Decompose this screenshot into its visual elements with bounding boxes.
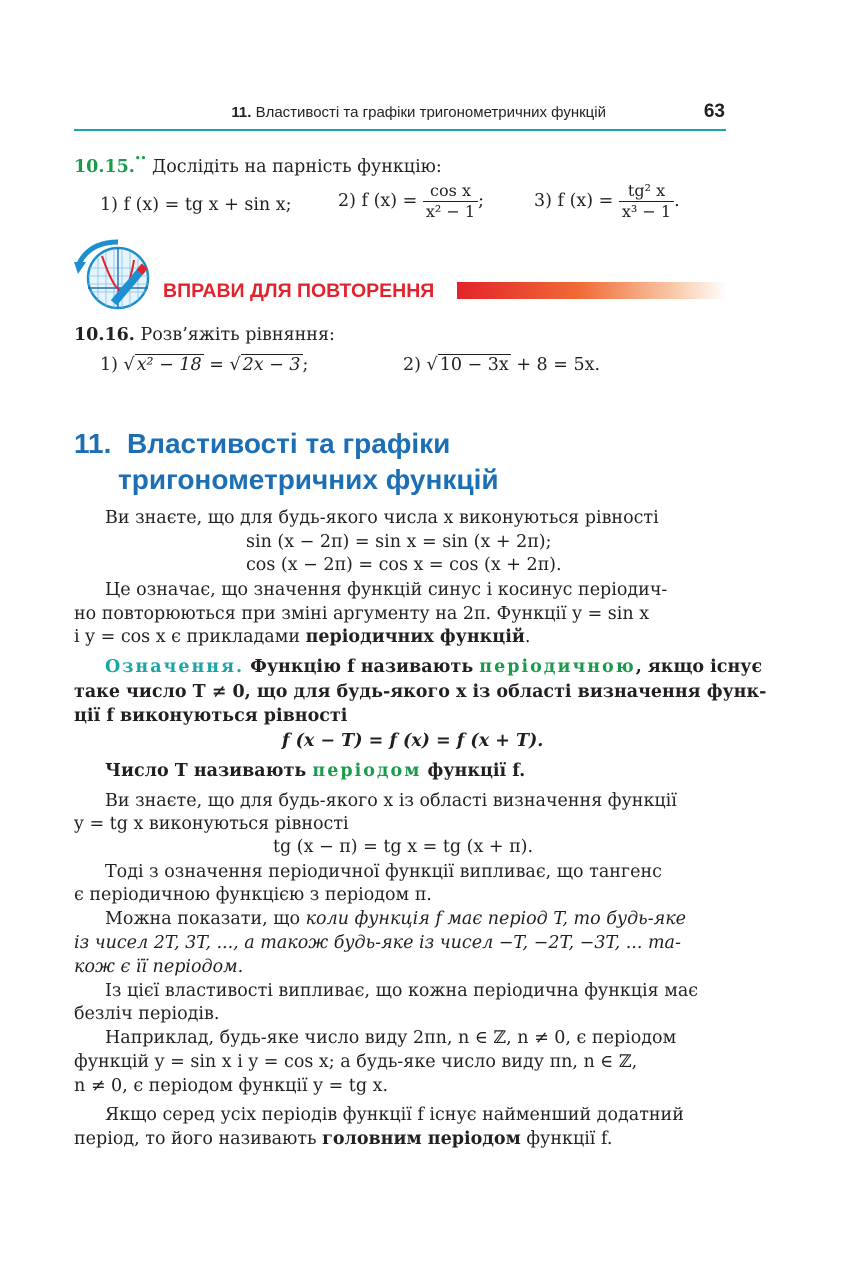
defined-term-period: періодом: [312, 761, 422, 781]
period-text-1: Число T називають: [105, 761, 313, 781]
review-section-title: ВПРАВИ ДЛЯ ПОВТОРЕННЯ: [163, 280, 435, 302]
item3-fraction: [619, 181, 674, 222]
definition-line-3: ції f виконуються рівності: [74, 706, 348, 726]
p8-term: головним періодом: [322, 1129, 521, 1149]
section-title-line-1: [74, 426, 499, 462]
period-text-2: функції f.: [421, 761, 526, 781]
item1-equals: =: [203, 355, 230, 375]
item2-suffix: + 8 = 5x.: [510, 355, 601, 375]
paragraph-7-line-3: n ≠ 0, є періодом функції y = tg x.: [74, 1076, 389, 1096]
period-definition: [105, 759, 525, 783]
paragraph-2-line-3: [74, 625, 530, 649]
equation-sin: sin (x − 2π) = sin x = sin (x + 2π);: [246, 532, 552, 552]
paragraph-8-line-2: [74, 1127, 612, 1151]
equation-cos: cos (x − 2π) = cos x = cos (x + 2π).: [246, 555, 562, 575]
section-title: [74, 426, 499, 498]
item2-numerator: cos x: [423, 181, 478, 202]
item3-denominator: x³ − 1: [621, 202, 672, 221]
exercise-10-16-item-1: 1) √ x² − 18 = √ 2x − 3 ;: [100, 355, 309, 375]
item2-prefix: 2): [403, 355, 421, 375]
p5-italic: коли функція f має період T, то будь-яке: [305, 909, 686, 929]
exercise-10-15-heading: [74, 151, 442, 179]
item3-suffix: .: [674, 191, 680, 211]
exercise-prompt: Розв’яжіть рівняння:: [140, 325, 335, 345]
exercise-10-15-item-3: [534, 181, 680, 222]
paragraph-4-line-2: є періодичною функцією з періодом π.: [74, 885, 432, 905]
paragraph-8-line-1: Якщо серед усіх періодів функції f існує найменший додатний: [105, 1105, 684, 1125]
paragraph-6-line-1: Із цієї властивості випливає, що кожна періодична функція має: [105, 981, 699, 1001]
definition-text-2: , якщо існує: [635, 657, 763, 677]
section-number: 11.: [74, 428, 112, 459]
defined-term-periodic: періодичною: [479, 657, 636, 677]
exercise-prompt: Дослідіть на парність функцію:: [152, 156, 442, 177]
definition-line-1: [105, 655, 762, 679]
definition-equation: f (x − T) = f (x) = f (x + T).: [282, 731, 544, 751]
item1-suffix: ;: [302, 355, 309, 375]
item1-prefix: 1): [100, 355, 118, 375]
paragraph-3-line-1: Ви знаєте, що для будь-якого x із області визначення функції: [105, 791, 677, 811]
exercise-number: 10.16.: [74, 325, 135, 345]
running-header: [231, 104, 606, 121]
item3-prefix: 3) f (x) =: [534, 191, 614, 211]
p2-text: і y = cos x є прикладами: [74, 627, 306, 647]
item2-suffix: ;: [478, 191, 485, 211]
item2-fraction: [423, 181, 478, 222]
difficulty-marker: ••: [134, 154, 147, 164]
definition-text-1: Функцію f називають: [244, 657, 480, 677]
exercise-10-16-item-2: 2) √ 10 − 3x + 8 = 5x.: [403, 355, 601, 375]
exercise-10-15-item-1: 1) f (x) = tg x + sin x;: [100, 195, 292, 215]
definition-label: Означення.: [105, 657, 245, 677]
p8-end: функції f.: [520, 1129, 613, 1149]
header-section-title: Властивості та графіки тригонометричних функцій: [255, 104, 606, 121]
paragraph-5-line-3: кож є її періодом.: [74, 957, 244, 977]
paragraph-1: Ви знаєте, що для будь-якого числа x виконуються рівності: [105, 508, 659, 528]
exercise-10-16-heading: [74, 323, 335, 347]
paragraph-7-line-2: функцій y = sin x і y = cos x; а будь-яке число виду πn, n ∈ ℤ,: [74, 1052, 638, 1072]
paragraph-5-line-2: із чисел 2T, 3T, ..., а також будь-яке із чисел −T, −2T, −3T, ... та-: [74, 933, 681, 953]
review-title-bar: [457, 282, 727, 299]
definition-line-2: таке число T ≠ 0, що для будь-якого x із області визначення функ-: [74, 682, 767, 702]
item1-right-root: 2x − 3: [242, 355, 301, 375]
paragraph-2-line-1: Це означає, що значення функцій синус і косинус періодич-: [105, 580, 668, 600]
section-title-line-2: тригонометричних функцій: [118, 464, 499, 495]
exercise-10-15-item-2: [338, 181, 484, 222]
paragraph-6-line-2: безліч періодів.: [74, 1004, 220, 1024]
header-section-number: 11.: [231, 104, 252, 121]
item2-prefix: 2) f (x) =: [338, 191, 418, 211]
item2-denominator: x² − 1: [425, 202, 476, 221]
exercise-number: 10.15.: [74, 156, 135, 177]
paragraph-2-line-2: но повторюються при зміні аргументу на 2π. Функції y = sin x: [74, 604, 650, 624]
paragraph-4-line-1: Тоді з означення періодичної функції випливає, що тангенс: [105, 862, 662, 882]
p8-text: період, то його називають: [74, 1129, 323, 1149]
equation-tg: tg (x − π) = tg x = tg (x + π).: [273, 837, 534, 857]
p2-end: .: [524, 627, 531, 647]
header-rule: [74, 129, 726, 131]
item2-root: 10 − 3x: [439, 355, 509, 375]
page-number: 63: [703, 101, 725, 122]
item1-left-root: x² − 18: [136, 355, 202, 375]
paragraph-3-line-2: y = tg x виконуються рівності: [74, 814, 349, 834]
paragraph-7-line-1: Наприклад, будь-яке число виду 2πn, n ∈ ℤ, n ≠ 0, є періодом: [105, 1028, 677, 1048]
item3-numerator: tg² x: [619, 181, 674, 202]
p5-text: Можна показати, що: [105, 909, 306, 929]
paragraph-5-line-1: [105, 907, 686, 931]
graph-with-pencil-icon: [72, 236, 172, 312]
p2-term: періодичних функцій: [305, 627, 525, 647]
section-title-text-1: Властивості та графіки: [126, 428, 451, 459]
